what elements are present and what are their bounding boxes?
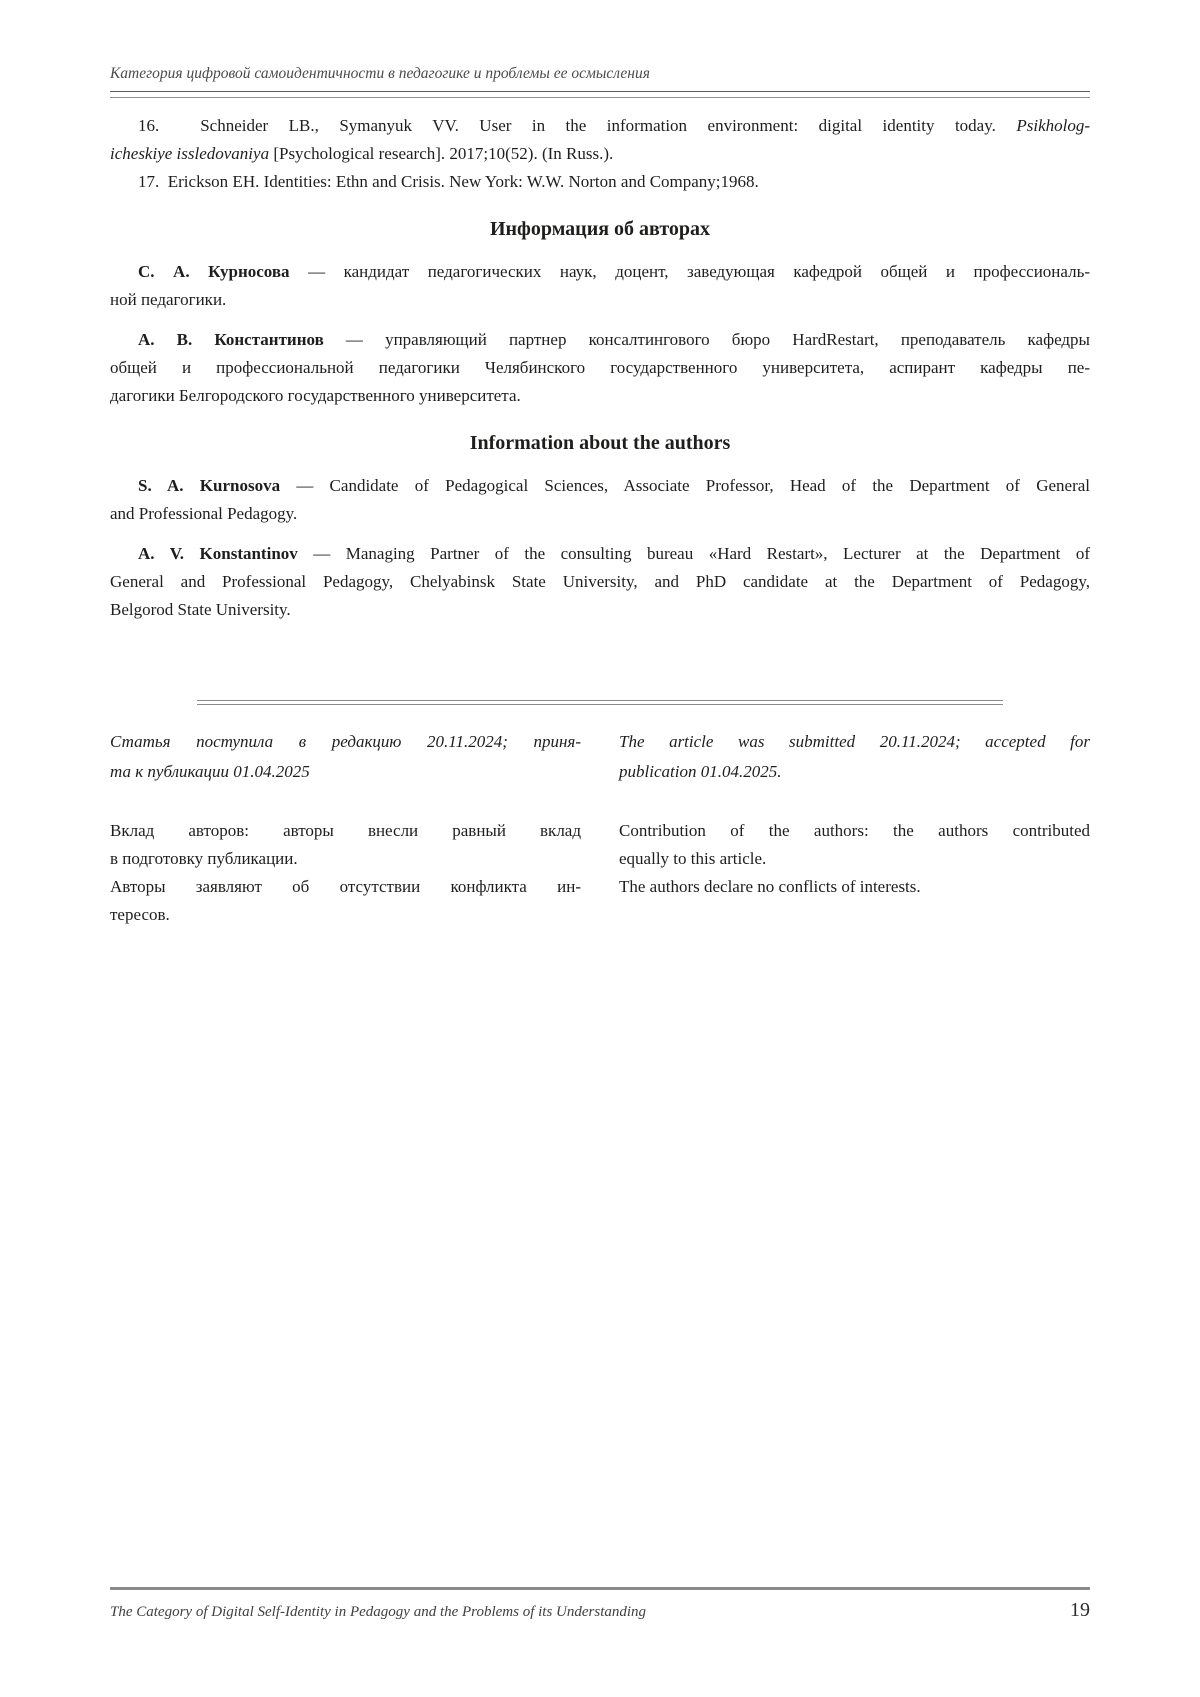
authors-ru-section xyxy=(110,258,1090,410)
reference-16-text-cont: [Psychological research]. 2017;10(52). (In Russ.). xyxy=(269,144,614,163)
author-description-en: — Candidate of Pedagogical Sciences, Associate Professor, Head of the Department of General xyxy=(280,476,1091,495)
footer-rule xyxy=(110,1587,1090,1590)
reference-16-journal-italic-cont: icheskiye issledovaniya xyxy=(110,144,270,163)
author-kurnosova-ru xyxy=(110,258,1090,314)
author-description-ru-cont: ной педагогики. xyxy=(110,290,227,309)
reference-item-17: 17. Erickson EH. Identities: Ethn and Crisis. New York: W.W. Norton and Company;1968. xyxy=(138,172,759,191)
section-divider-double-rule xyxy=(197,700,1003,705)
author-description-en-cont: General and Professional Pedagogy, Chelyabinsk State University, and PhD candidate at the Department of Pedagogy, xyxy=(110,572,1090,591)
submission-contribution-block xyxy=(110,727,1090,929)
author-description-en-cont: Belgorod State University. xyxy=(110,600,291,619)
reference-16-text: 16. Schneider LB., Symanyuk VV. User in the information environment: digital identity today. xyxy=(138,116,1017,135)
running-footer-title: The Category of Digital Self-Identity in Pedagogy and the Problems of its Understanding xyxy=(110,1604,647,1620)
author-description-ru-cont: дагогики Белгородского государственного университета. xyxy=(110,386,521,405)
author-description-ru: — управляющий партнер консалтингового бюро HardRestart, преподаватель кафедры xyxy=(323,330,1090,349)
author-name-ru: С. А. Курносова xyxy=(138,262,290,281)
submission-note-en: The article was submitted 20.11.2024; accepted for publication 01.04.2025. xyxy=(619,732,1090,781)
page-body xyxy=(110,98,1090,929)
author-name-en: A. V. Konstantinov xyxy=(138,544,298,563)
author-name-en: S. A. Kurnosova xyxy=(138,476,281,495)
author-konstantinov-ru xyxy=(110,326,1090,410)
author-description-en-cont: and Professional Pedagogy. xyxy=(110,504,298,523)
reference-item-16-line1 xyxy=(110,112,1090,140)
references-section xyxy=(110,112,1090,196)
author-name-ru: А. В. Константинов xyxy=(138,330,324,349)
running-header-title: Категория цифровой самоидентичности в педагогике и проблемы ее осмысления xyxy=(110,65,650,82)
authors-en-section xyxy=(110,472,1090,624)
authors-info-heading-en: Information about the authors xyxy=(469,432,731,454)
author-kurnosova-en xyxy=(110,472,1090,528)
reference-16-journal-italic: Psikholog- xyxy=(1016,116,1090,135)
author-konstantinov-en xyxy=(110,540,1090,624)
page-number: 19 xyxy=(1070,1599,1090,1621)
header-double-rule xyxy=(110,91,1090,98)
column-english xyxy=(619,727,1090,929)
running-footer xyxy=(110,1587,1090,1623)
submission-note-ru: Статья поступила в редакцию 20.11.2024; приня- та к публикации 01.04.2025 xyxy=(110,732,581,781)
column-russian xyxy=(110,727,581,929)
author-description-ru: — кандидат педагогических наук, доцент, заведующая кафедрой общей и профессиональ- xyxy=(289,262,1090,281)
reference-item-16-line2 xyxy=(110,140,1090,168)
author-description-ru-cont: общей и профессиональной педагогики Челябинского государственного университета, аспирант кафедры пе- xyxy=(110,358,1090,377)
authors-info-heading-ru: Информация об авторах xyxy=(489,218,711,240)
contribution-note-en: Contribution of the authors: the authors contributed equally to this article. The authors declare no conflicts of interests. xyxy=(619,821,1090,896)
author-description-en: — Managing Partner of the consulting bureau «Hard Restart», Lecturer at the Department of xyxy=(297,544,1090,563)
contribution-note-ru: Вклад авторов: авторы внесли равный вклад в подготовку публикации. Авторы заявляют об отсутствии конфликта ин- тересов. xyxy=(110,821,581,924)
running-header xyxy=(110,64,1090,98)
